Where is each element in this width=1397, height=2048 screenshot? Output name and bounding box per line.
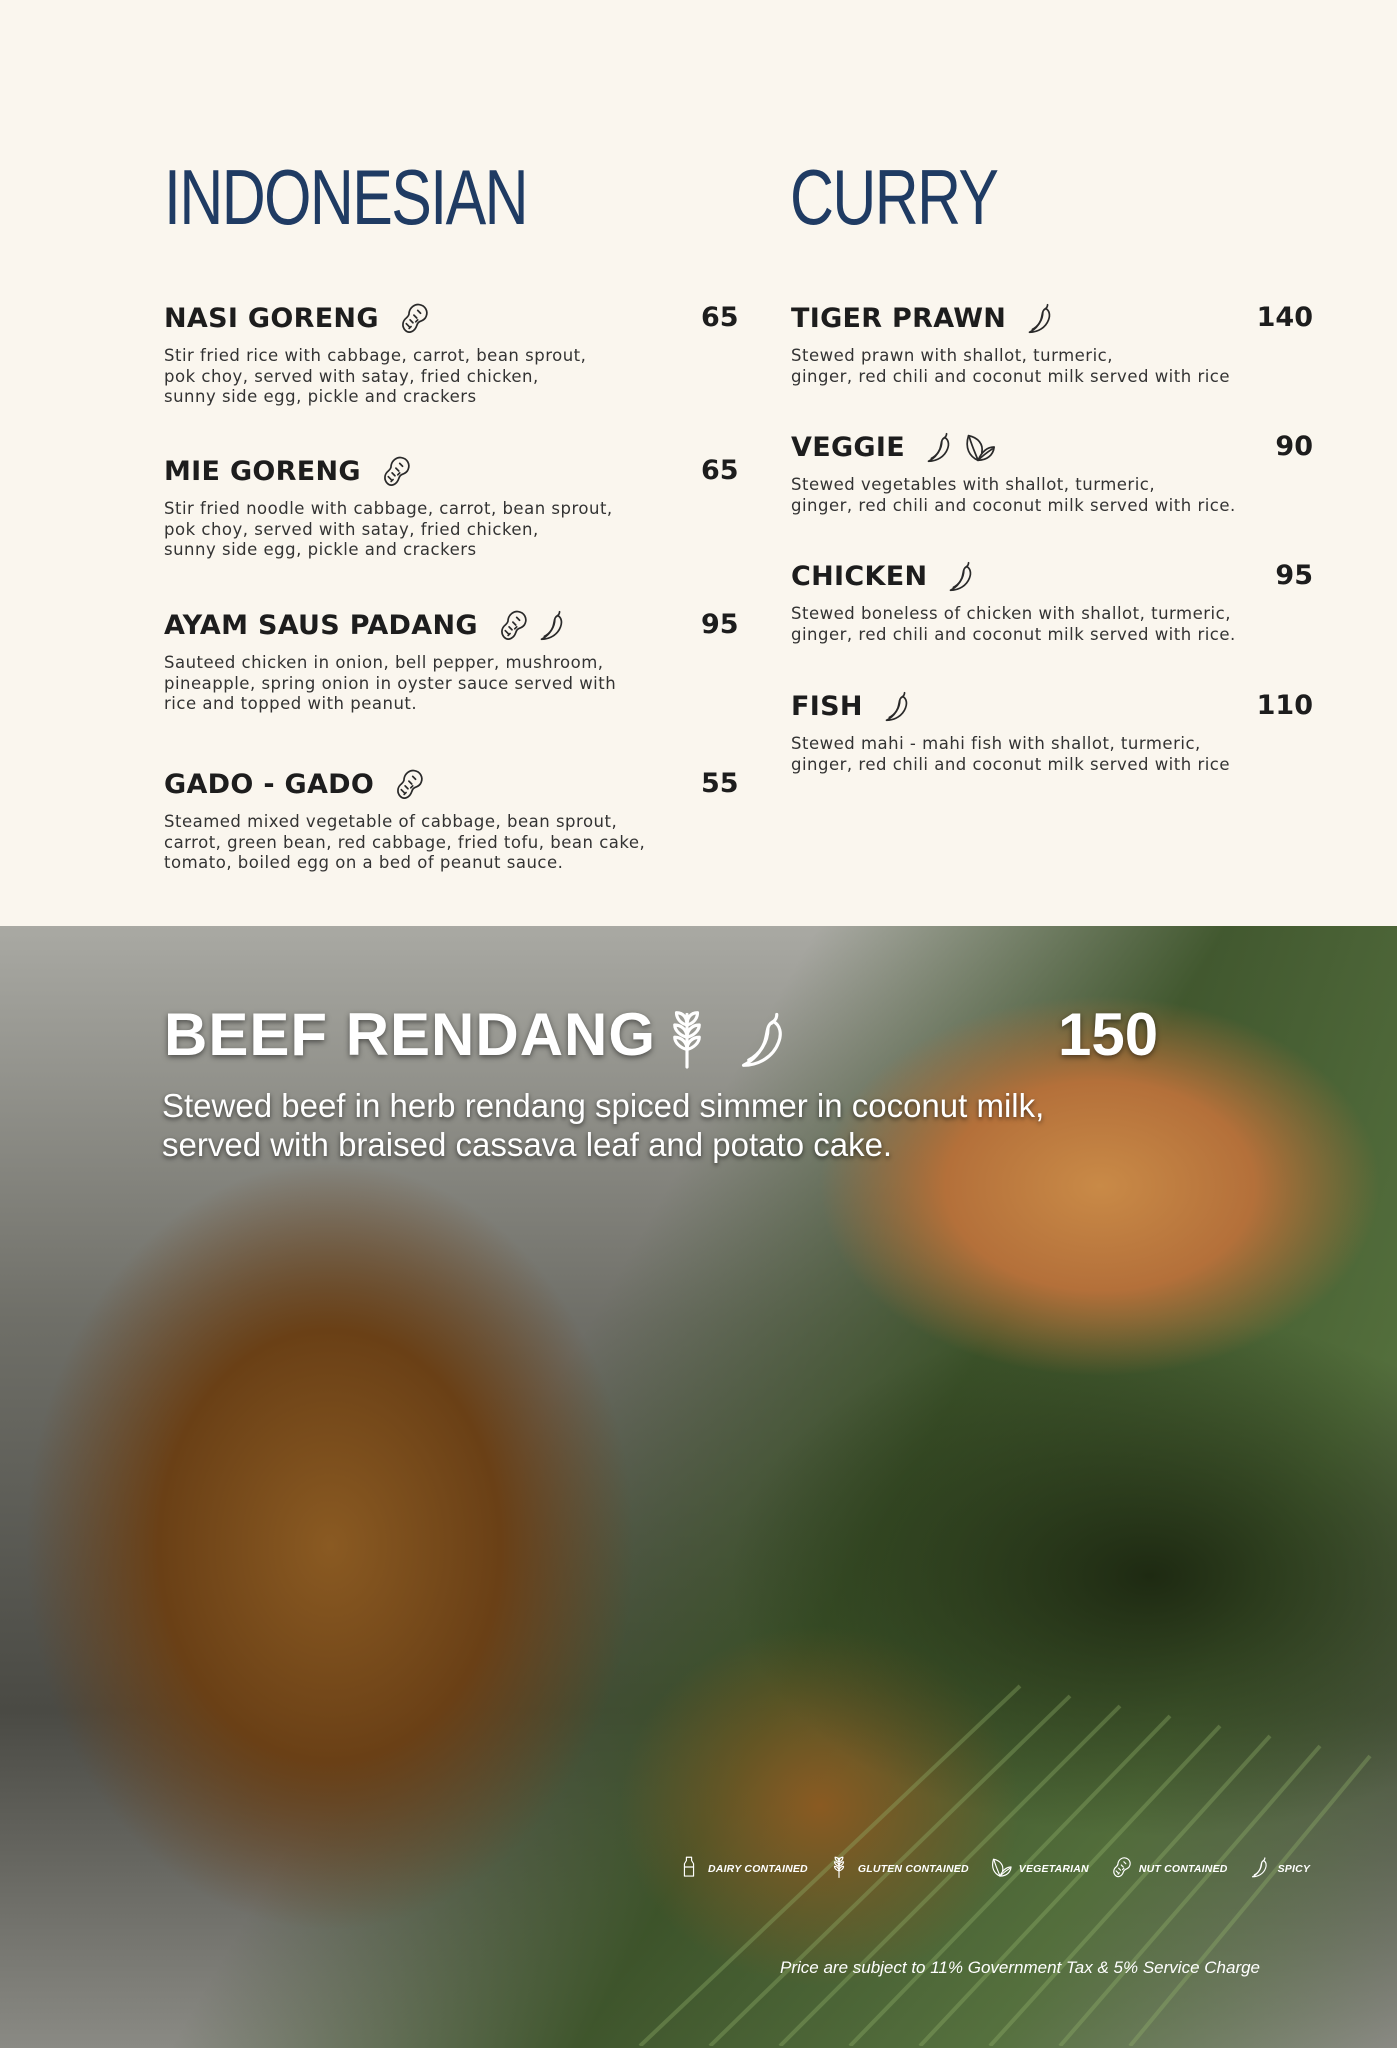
item-diet-icons [393, 299, 431, 337]
feature-dish-icons [652, 1004, 796, 1074]
chili-icon [532, 606, 570, 644]
wheat-icon [826, 1854, 852, 1880]
item-name: FISH [791, 690, 863, 722]
item-description: Stewed vegetables with shallot, turmeric, ginger, red chili and coconut milk served with rice. [791, 475, 1236, 515]
chili-icon [726, 1004, 796, 1074]
feature-dish-description: Stewed beef in herb rendang spiced simmer in coconut milk, served with braised cassava leaf and potato cake. [162, 1087, 1045, 1163]
leaf-icon [987, 1854, 1013, 1880]
menu-item-tiger-prawn [791, 298, 1313, 387]
banana-leaf-texture [600, 1626, 1397, 2046]
item-diet-icons [1020, 299, 1058, 337]
chili-icon [1246, 1854, 1272, 1880]
menu-item-mie-goreng [164, 451, 739, 561]
item-name: CHICKEN [791, 560, 928, 592]
item-diet-icons [919, 428, 997, 466]
item-price: 110 [1256, 690, 1313, 721]
item-description: Stewed prawn with shallot, turmeric, ginger, red chili and coconut milk served with rice [791, 346, 1231, 386]
item-name: AYAM SAUS PADANG [164, 609, 478, 641]
item-description: Stewed boneless of chicken with shallot, turmeric, ginger, red chili and coconut milk served with rice. [791, 604, 1236, 644]
menu-item-nasi-goreng [164, 298, 739, 408]
chili-icon [1020, 299, 1058, 337]
peanut-icon [388, 765, 426, 803]
feature-dish-name: BEEF RENDANG [164, 1001, 657, 1068]
item-diet-icons [941, 557, 979, 595]
chili-icon [877, 687, 915, 725]
item-diet-icons [388, 765, 426, 803]
milk-bottle-icon [676, 1854, 702, 1880]
menu-item-veggie [791, 427, 1313, 516]
section-title-indonesian: INDONESIAN [164, 153, 528, 241]
item-price: 55 [701, 768, 739, 799]
item-price: 95 [1275, 560, 1313, 591]
section-title-curry: CURRY [790, 153, 998, 241]
item-diet-icons [877, 687, 915, 725]
item-diet-icons [492, 606, 570, 644]
chili-icon [919, 428, 957, 466]
peanut-icon [375, 452, 413, 490]
item-name: VEGGIE [791, 431, 905, 463]
item-price: 65 [701, 455, 739, 486]
menu-item-fish [791, 686, 1313, 775]
feature-dish-price: 150 [1058, 1001, 1159, 1068]
item-name: GADO - GADO [164, 768, 375, 800]
item-description: Sauteed chicken in onion, bell pepper, mushroom, pineapple, spring onion in oyster sauce served with rice and topped with peanut. [164, 653, 617, 713]
menu-item-ayam-saus-padang [164, 605, 739, 715]
item-price: 65 [701, 302, 739, 333]
tax-footnote: Price are subject to 11% Government Tax & 5% Service Charge [780, 1958, 1261, 1977]
leaf-icon [959, 428, 997, 466]
item-name: NASI GORENG [164, 302, 379, 334]
chili-icon [941, 557, 979, 595]
legend-spicy: SPICY [1246, 1854, 1311, 1884]
legend-dairy: DAIRY CONTAINED [676, 1854, 808, 1884]
legend-nut: NUT CONTAINED [1107, 1854, 1228, 1884]
item-description: Stewed mahi - mahi fish with shallot, turmeric, ginger, red chili and coconut milk served with rice [791, 734, 1231, 774]
item-description: Stir fried rice with cabbage, carrot, bean sprout, pok choy, served with satay, fried chicken, sunny side egg, pickle and crackers [164, 346, 587, 406]
legend-vegetarian: VEGETARIAN [987, 1854, 1089, 1884]
item-name: TIGER PRAWN [791, 302, 1007, 334]
beef-rendang-photo [0, 926, 1397, 2048]
menu-item-gado-gado [164, 764, 739, 874]
item-price: 140 [1256, 302, 1313, 333]
allergen-legend [676, 1854, 1310, 1884]
peanut-icon [492, 606, 530, 644]
wheat-icon [652, 1004, 722, 1074]
item-price: 95 [701, 609, 739, 640]
menu-item-chicken [791, 556, 1313, 645]
peanut-icon [393, 299, 431, 337]
item-name: MIE GORENG [164, 455, 361, 487]
peanut-icon [1107, 1854, 1133, 1880]
menu-top-panel [0, 0, 1397, 926]
item-price: 90 [1275, 431, 1313, 462]
item-diet-icons [375, 452, 413, 490]
legend-gluten: GLUTEN CONTAINED [826, 1854, 969, 1884]
item-description: Stir fried noodle with cabbage, carrot, bean sprout, pok choy, served with satay, fried chicken, sunny side egg, pickle and crackers [164, 499, 613, 559]
item-description: Steamed mixed vegetable of cabbage, bean sprout, carrot, green bean, red cabbage, fried tofu, bean cake, tomato, boiled egg on a bed of peanut sauce. [164, 812, 646, 872]
